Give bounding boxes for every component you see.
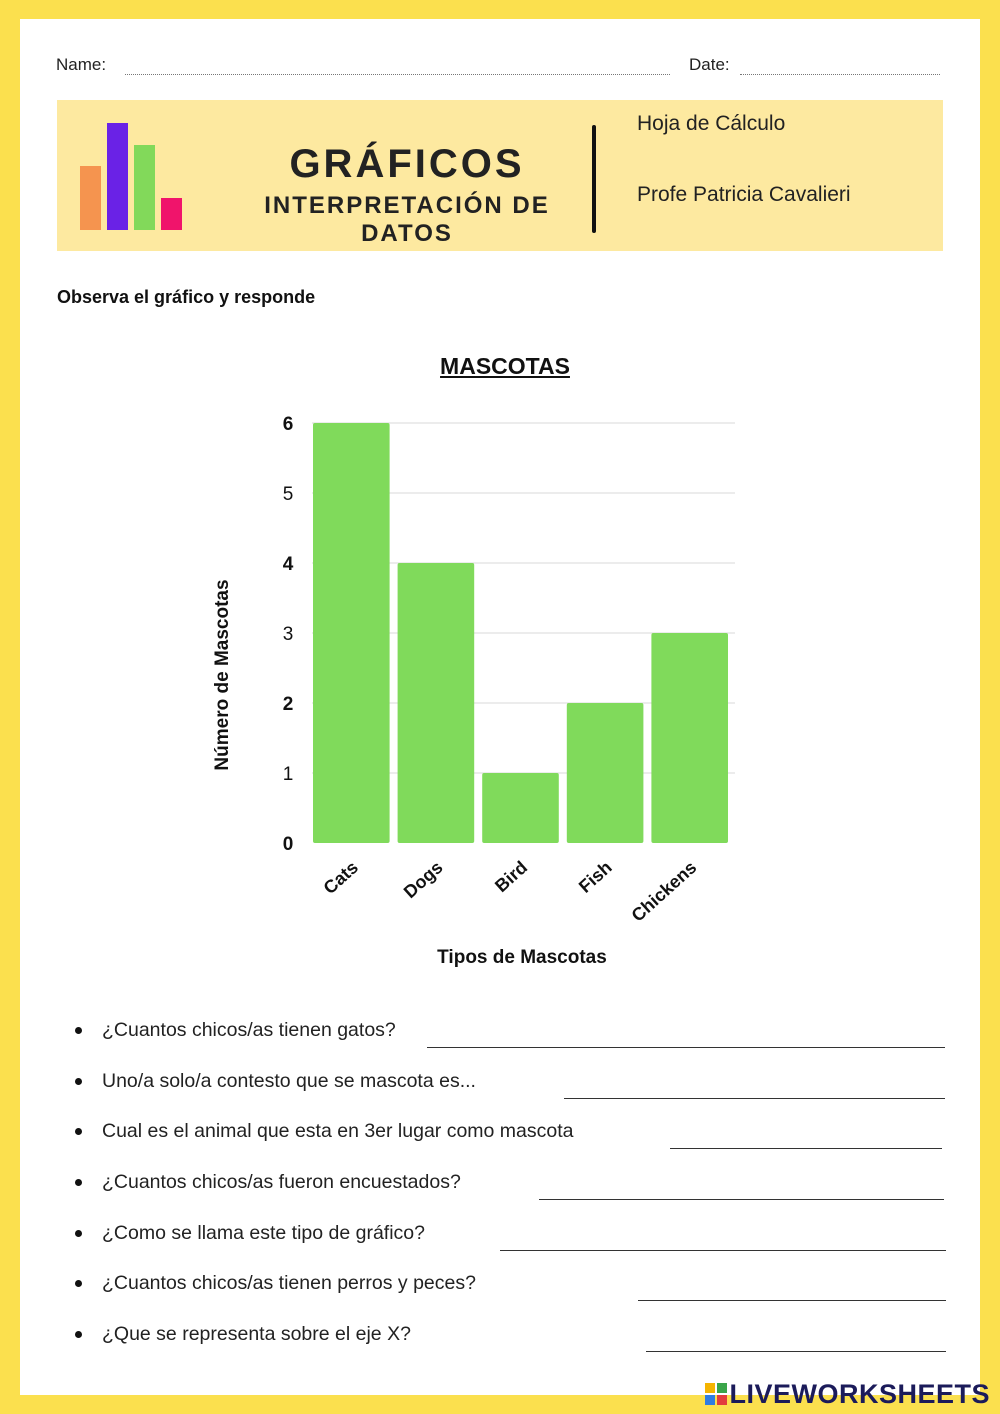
bullet-icon	[75, 1078, 82, 1085]
y-tick-label: 6	[282, 414, 294, 435]
question-item	[75, 1019, 955, 1070]
answer-input-2[interactable]	[564, 1076, 945, 1099]
name-field[interactable]	[125, 74, 670, 75]
banner-divider	[592, 125, 596, 233]
bar	[398, 563, 475, 843]
question-item	[75, 1323, 955, 1374]
x-axis-label: Tipos de Mascotas	[437, 947, 607, 968]
bar-chart	[20, 399, 980, 999]
answer-input-6[interactable]	[638, 1278, 946, 1301]
bullet-icon	[75, 1230, 82, 1237]
logo-bar-4	[161, 198, 182, 230]
bar	[313, 423, 390, 843]
question-text: ¿Cuantos chicos/as tienen perros y peces?	[102, 1272, 476, 1295]
logo-bar-3	[134, 145, 155, 230]
bullet-icon	[75, 1128, 82, 1135]
brand-logo[interactable]	[705, 1379, 990, 1410]
x-tick-label: Cats	[319, 857, 362, 899]
question-text: Uno/a solo/a contesto que se mascota es...	[102, 1069, 476, 1092]
y-tick-label: 0	[282, 834, 294, 855]
x-tick-label: Chickens	[627, 857, 701, 926]
question-text: ¿Cuantos chicos/as tienen gatos?	[102, 1019, 396, 1041]
y-tick-label: 1	[282, 764, 294, 785]
y-axis-label: Número de Mascotas	[212, 579, 233, 771]
bar-chart-logo-icon	[77, 118, 187, 233]
answer-input-7[interactable]	[646, 1329, 946, 1352]
liveworksheets-icon	[705, 1383, 727, 1405]
question-list	[75, 1019, 955, 1374]
question-item	[75, 1272, 955, 1323]
title-banner	[57, 100, 943, 251]
answer-input-5[interactable]	[500, 1228, 946, 1251]
worksheet-page	[20, 19, 980, 1395]
question-item	[75, 1070, 955, 1121]
x-tick-label: Dogs	[399, 857, 447, 903]
y-tick-label: 4	[282, 554, 294, 575]
bullet-icon	[75, 1331, 82, 1338]
y-tick-label: 3	[282, 624, 294, 645]
sheet-type: Hoja de Cálculo	[637, 112, 786, 135]
answer-input-3[interactable]	[670, 1126, 942, 1149]
bar	[651, 633, 728, 843]
name-label: Name:	[56, 55, 107, 74]
x-tick-label: Bird	[491, 857, 532, 897]
date-field[interactable]	[740, 74, 940, 75]
logo-bar-1	[80, 166, 101, 230]
bullet-icon	[75, 1179, 82, 1186]
bullet-icon	[75, 1027, 82, 1034]
y-tick-label: 5	[282, 484, 294, 505]
answer-input-1[interactable]	[427, 1025, 945, 1048]
question-item	[75, 1120, 955, 1171]
date-label: Date:	[689, 55, 730, 74]
answer-input-4[interactable]	[539, 1177, 944, 1200]
question-text: Cual es el animal que esta en 3er lugar como mascota	[102, 1120, 574, 1143]
page-subtitle: INTERPRETACIÓN DE DATOS	[264, 192, 550, 247]
brand-name: LIVEWORKSHEETS	[729, 1379, 990, 1409]
question-text: ¿Cuantos chicos/as fueron encuestados?	[102, 1171, 461, 1194]
question-text: ¿Como se llama este tipo de gráfico?	[102, 1221, 425, 1244]
logo-bar-2	[107, 123, 128, 230]
bar	[567, 703, 644, 843]
bullet-icon	[75, 1280, 82, 1287]
instruction-text: Observa el gráfico y responde	[57, 287, 316, 307]
page-title: GRÁFICOS	[289, 142, 525, 186]
y-tick-label: 2	[282, 694, 294, 715]
chart-title: MASCOTAS	[440, 353, 570, 379]
question-text: ¿Que se representa sobre el eje X?	[102, 1323, 411, 1346]
question-item	[75, 1222, 955, 1273]
x-tick-label: Fish	[574, 857, 616, 897]
question-item	[75, 1171, 955, 1222]
bar	[482, 773, 559, 843]
author-name: Profe Patricia Cavalieri	[637, 183, 851, 206]
